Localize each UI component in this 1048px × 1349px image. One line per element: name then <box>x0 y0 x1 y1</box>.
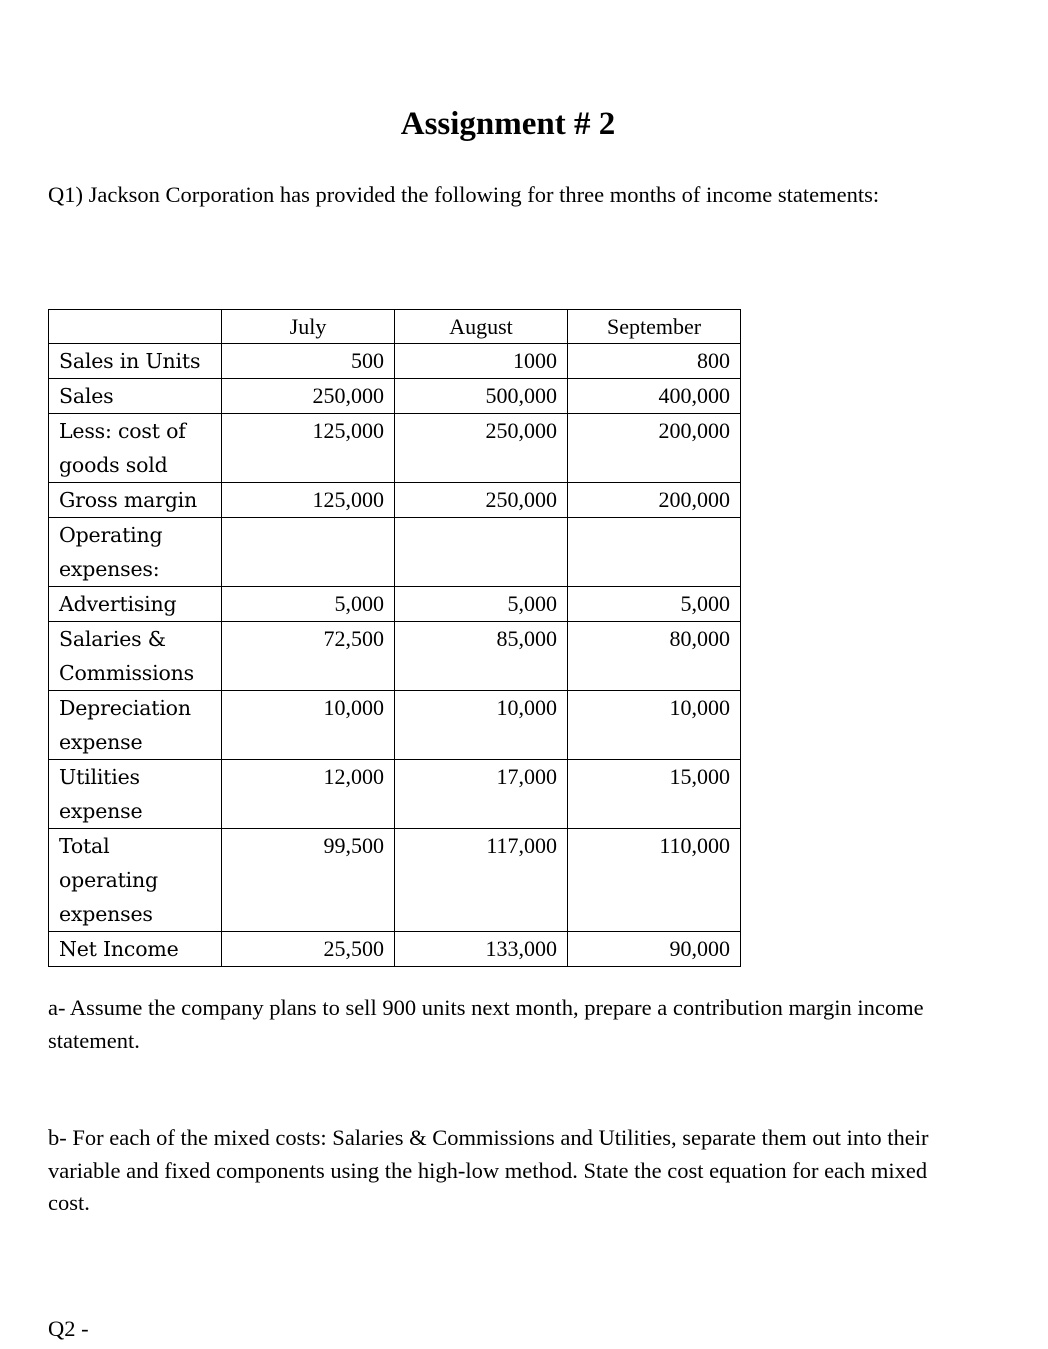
question-1-intro: Q1) Jackson Corporation has provided the following for three months of income statements: <box>48 182 880 207</box>
row-label-text: Gross margin <box>59 488 198 512</box>
cell-september: 110,000 <box>568 829 741 932</box>
cell-september <box>568 518 741 587</box>
table-row <box>49 518 741 587</box>
cell-july: 25,500 <box>222 932 395 967</box>
row-label <box>49 587 222 622</box>
row-label-text: Net Income <box>59 937 179 961</box>
question-1-part-b: b- For each of the mixed costs: Salaries & Commissions and Utilities, separate them out into their variable and fixed components using the high-low method. State the cost equation for each mixed cost. <box>48 1125 929 1215</box>
table-row <box>49 622 741 691</box>
cell-august: 85,000 <box>395 622 568 691</box>
cell-september: 80,000 <box>568 622 741 691</box>
row-label-text: Total operating expenses <box>59 834 158 926</box>
row-label-text: Advertising <box>59 592 177 616</box>
table-row <box>49 587 741 622</box>
table-row <box>49 379 741 414</box>
row-label-text: Sales in Units <box>59 349 201 373</box>
question-2-label: Q2 - <box>48 1316 89 1341</box>
income-statement-table <box>48 309 741 967</box>
table-row <box>49 344 741 379</box>
cell-september: 400,000 <box>568 379 741 414</box>
page-title: Assignment # 2 <box>400 106 616 142</box>
cell-august: 133,000 <box>395 932 568 967</box>
row-label-text: Less: cost of goods sold <box>59 419 186 477</box>
cell-august: 117,000 <box>395 829 568 932</box>
question-1-part-a: a- Assume the company plans to sell 900 units next month, prepare a contribution margin income statement. <box>48 995 924 1053</box>
cell-september: 90,000 <box>568 932 741 967</box>
table-row <box>49 691 741 760</box>
cell-september: 15,000 <box>568 760 741 829</box>
cell-september: 10,000 <box>568 691 741 760</box>
table-row <box>49 760 741 829</box>
table-header-july: July <box>222 310 395 344</box>
cell-july: 5,000 <box>222 587 395 622</box>
row-label-text: Depreciation expense <box>59 696 191 754</box>
cell-august: 10,000 <box>395 691 568 760</box>
cell-september: 5,000 <box>568 587 741 622</box>
cell-july: 99,500 <box>222 829 395 932</box>
cell-july: 125,000 <box>222 414 395 483</box>
row-label <box>49 344 222 379</box>
cell-july: 250,000 <box>222 379 395 414</box>
row-label-text: Salaries & Commissions <box>59 627 194 685</box>
table-row <box>49 829 741 932</box>
cell-july: 125,000 <box>222 483 395 518</box>
cell-august: 1000 <box>395 344 568 379</box>
cell-august: 500,000 <box>395 379 568 414</box>
table-header-row <box>49 310 741 344</box>
cell-august <box>395 518 568 587</box>
table-row <box>49 414 741 483</box>
cell-july <box>222 518 395 587</box>
table-row <box>49 483 741 518</box>
cell-august: 5,000 <box>395 587 568 622</box>
cell-september: 200,000 <box>568 414 741 483</box>
table-row <box>49 932 741 967</box>
row-label <box>49 829 222 932</box>
table-header-september: September <box>568 310 741 344</box>
row-label <box>49 932 222 967</box>
table-header-empty <box>49 310 222 344</box>
cell-september: 800 <box>568 344 741 379</box>
cell-july: 12,000 <box>222 760 395 829</box>
cell-august: 250,000 <box>395 414 568 483</box>
cell-august: 17,000 <box>395 760 568 829</box>
cell-september: 200,000 <box>568 483 741 518</box>
table-header-august: August <box>395 310 568 344</box>
cell-july: 72,500 <box>222 622 395 691</box>
row-label-text: Operating expenses: <box>59 523 163 581</box>
row-label <box>49 622 222 691</box>
cell-july: 500 <box>222 344 395 379</box>
row-label <box>49 379 222 414</box>
cell-july: 10,000 <box>222 691 395 760</box>
cell-august: 250,000 <box>395 483 568 518</box>
row-label-text: Utilities expense <box>59 765 143 823</box>
row-label <box>49 760 222 829</box>
row-label-text: Sales <box>59 384 114 408</box>
row-label <box>49 483 222 518</box>
row-label <box>49 691 222 760</box>
row-label <box>49 414 222 483</box>
row-label <box>49 518 222 587</box>
